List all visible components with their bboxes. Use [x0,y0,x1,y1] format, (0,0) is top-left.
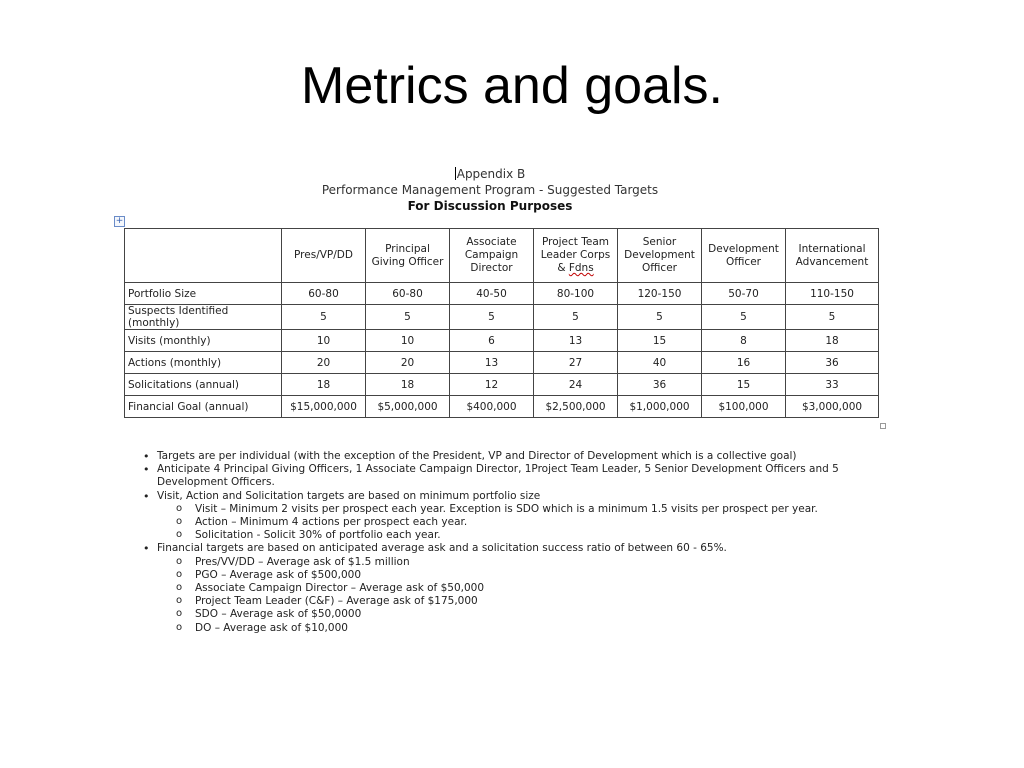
purpose-label: For Discussion Purposes [407,199,573,213]
table-cell: $1,000,000 [618,396,702,418]
sub-bullet-item: o Action – Minimum 4 actions per prospect each year. [140,516,860,529]
table-cell: 80-100 [534,283,618,305]
table-cell: 120-150 [618,283,702,305]
spellcheck-squiggle: Fdns [568,262,594,274]
table-row [125,330,879,352]
table-cell: 13 [534,330,618,352]
table-row [125,352,879,374]
table-body [125,283,879,418]
slide-title: Metrics and goals. [301,57,723,115]
table-cell: $3,000,000 [786,396,879,418]
row-label: Financial Goal (annual) [125,396,282,418]
header-cell: Development Officer [702,229,786,283]
table-cell: 18 [786,330,879,352]
header-cell: Project Team Leader Corps & Fdns [534,229,618,283]
table-move-handle-icon[interactable]: + [115,216,124,226]
table-row [125,283,879,305]
table-cell: 12 [450,374,534,396]
table-cell: 33 [786,374,879,396]
table-cell: 15 [618,330,702,352]
table-cell: $100,000 [702,396,786,418]
table-cell: $5,000,000 [366,396,450,418]
table-cell: 18 [282,374,366,396]
table-cell: 5 [450,305,534,330]
sub-bullet-item: o Visit – Minimum 2 visits per prospect each year. Exception is SDO which is a minimum 1.5 visits per prospect per year. [140,503,860,516]
table-cell: 27 [534,352,618,374]
table-cell: $400,000 [450,396,534,418]
bullet-item: • Anticipate 4 Principal Giving Officers, 1 Associate Campaign Director, 1Project Team Leader, 5 Senior Development Officers and 5 Development Officers. [140,463,860,489]
table-cell: 40 [618,352,702,374]
table-cell: 50-70 [702,283,786,305]
table-cell: 5 [618,305,702,330]
sub-bullet-item: o Pres/VV/DD – Average ask of $1.5 million [140,556,860,569]
row-label: Visits (monthly) [125,330,282,352]
table-cell: $2,500,000 [534,396,618,418]
appendix-label: Appendix B [456,167,526,181]
row-label: Solicitations (annual) [125,374,282,396]
table-cell: 24 [534,374,618,396]
row-label: Actions (monthly) [125,352,282,374]
sub-bullet-item: o Associate Campaign Director – Average ask of $50,000 [140,582,860,595]
sub-bullet-item: o DO – Average ask of $10,000 [140,622,860,635]
sub-bullet-item: o SDO – Average ask of $50,0000 [140,608,860,621]
table-cell: 5 [366,305,450,330]
row-label: Suspects Identified (monthly) [125,305,282,330]
table-cell: 15 [702,374,786,396]
table-cell: 40-50 [450,283,534,305]
header-cell: Associate Campaign Director [450,229,534,283]
row-label: Portfolio Size [125,283,282,305]
table-cell: 10 [366,330,450,352]
sub-bullet-item: o PGO – Average ask of $500,000 [140,569,860,582]
table-cell: 6 [450,330,534,352]
table-cell: 5 [786,305,879,330]
table-cell: 60-80 [366,283,450,305]
table-cell: $15,000,000 [282,396,366,418]
table-cell: 13 [450,352,534,374]
document-header [290,166,690,214]
bullet-item: • Targets are per individual (with the exception of the President, VP and Director of Development which is a collective goal) [140,450,860,463]
table-cell: 20 [282,352,366,374]
sub-bullet-item: o Project Team Leader (C&F) – Average ask of $175,000 [140,595,860,608]
bullet-item: • Financial targets are based on anticipated average ask and a solicitation success ratio of between 60 - 65%. [140,542,860,555]
appendix-line [290,166,690,182]
table-cell: 5 [534,305,618,330]
header-cell: Senior Development Officer [618,229,702,283]
table-cell: 20 [366,352,450,374]
table-row [125,374,879,396]
table-cell: 5 [702,305,786,330]
notes-ul [140,450,860,635]
table-row [125,396,879,418]
table-cell: 5 [282,305,366,330]
header-cell: International Advancement [786,229,879,283]
table-resize-handle[interactable] [880,423,886,429]
text-cursor [455,167,456,180]
table-cell: 18 [366,374,450,396]
program-title: Performance Management Program - Suggested Targets [321,183,659,197]
table-cell: 110-150 [786,283,879,305]
metrics-table [124,228,879,418]
notes-list [140,450,860,635]
table-cell: 16 [702,352,786,374]
header-cell: Principal Giving Officer [366,229,450,283]
table-cell: 60-80 [282,283,366,305]
header-cell [125,229,282,283]
table-row [125,305,879,330]
table-cell: 36 [786,352,879,374]
table-cell: 10 [282,330,366,352]
table-cell: 8 [702,330,786,352]
header-cell: Pres/VP/DD [282,229,366,283]
table-cell: 36 [618,374,702,396]
table-header-row [125,229,879,283]
sub-bullet-item: o Solicitation - Solicit 30% of portfolio each year. [140,529,860,542]
bullet-item: • Visit, Action and Solicitation targets are based on minimum portfolio size [140,490,860,503]
